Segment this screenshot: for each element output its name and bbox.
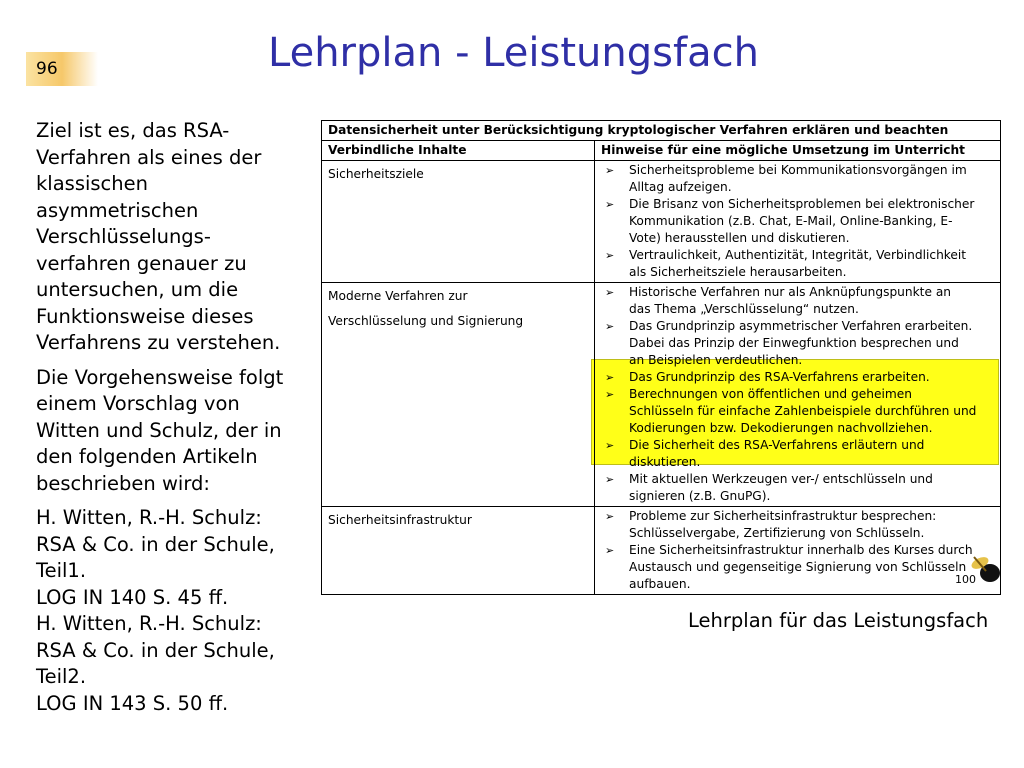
text-line: H. Witten, R.-H. Schulz: [36, 506, 262, 529]
hint-bullet-line [601, 162, 994, 179]
hint-text: Berechnungen von öffentlichen und geheimen [629, 387, 912, 401]
hint-bullet-line [601, 542, 994, 559]
hints-cell [595, 507, 1001, 595]
hints-cell [595, 161, 1001, 283]
text-line: H. Witten, R.-H. Schulz: [36, 612, 262, 635]
arrow-bullet-icon: ➢ [605, 473, 615, 486]
hint-text: Eine Sicherheitsinfrastruktur innerhalb des Kurses durch [629, 543, 973, 557]
text-line: einem Vorschlag von [36, 392, 240, 415]
hint-text: Historische Verfahren nur als Anknüpfungspunkte an [629, 285, 952, 299]
hint-text: signieren (z.B. GnuPG). [629, 489, 771, 503]
hint-text: Kodierungen bzw. Dekodierungen nachvollziehen. [629, 421, 933, 435]
text-line: Verfahren als eines der [36, 145, 262, 169]
hint-bullet-line [601, 213, 994, 230]
text-line: den folgenden Artikeln [36, 445, 258, 468]
topic-cell [322, 507, 595, 595]
table-page-number: 100 [955, 573, 976, 586]
hint-text: Probleme zur Sicherheitsinfrastruktur besprechen: [629, 509, 937, 523]
slide-title: Lehrplan - Leistungsfach [268, 30, 759, 76]
method-paragraph [36, 365, 298, 498]
topic-cell [322, 283, 595, 507]
text-line: RSA & Co. in der Schule, [36, 638, 275, 662]
hint-text: als Sicherheitsziele herausarbeiten. [629, 265, 847, 279]
curriculum-table [321, 120, 1001, 595]
text-line: klassischen [36, 172, 148, 195]
hint-text: Dabei das Prinzip der Einwegfunktion besprechen und [629, 336, 959, 350]
hint-bullet-line [601, 284, 994, 301]
topic-cell [322, 161, 595, 283]
arrow-bullet-icon: ➢ [605, 198, 615, 211]
hint-text: Austausch und gegenseitige Signierung von Schlüsseln [629, 560, 967, 574]
hint-bullet-line [601, 247, 994, 264]
hint-bullet-line [601, 386, 994, 403]
text-line: Funktionsweise dieses [36, 304, 254, 328]
hint-bullet-line [601, 437, 994, 454]
hint-bullet-line [601, 420, 994, 437]
hint-text: diskutieren. [629, 455, 701, 469]
topic-label-line2: Verschlüsselung und Signierung [328, 314, 524, 328]
text-line: Verschlüsselungs- [36, 225, 211, 248]
text-line: Ziel ist es, das RSA- [36, 119, 230, 142]
arrow-bullet-icon: ➢ [605, 544, 615, 557]
text-line: Teil1. [36, 559, 87, 582]
arrow-bullet-icon: ➢ [605, 510, 615, 523]
arrow-bullet-icon: ➢ [605, 388, 615, 401]
left-text-column [36, 118, 298, 725]
text-line: beschrieben wird: [36, 471, 210, 495]
hint-bullet-line [601, 230, 994, 247]
hint-bullet-line [601, 318, 994, 335]
hint-bullet-line [601, 559, 994, 576]
hint-bullet-line [601, 508, 994, 525]
hint-bullet-line [601, 471, 994, 488]
hint-text: Das Grundprinzip asymmetrischer Verfahren erarbeiten. [629, 319, 973, 333]
hint-bullet-line [601, 403, 994, 420]
hint-text: Vote) herausstellen und diskutieren. [629, 231, 850, 245]
text-line: LOG IN 143 S. 50 ff. [36, 691, 229, 715]
hint-text: Sicherheitsprobleme bei Kommunikationsvorgängen im [629, 163, 967, 177]
arrow-bullet-icon: ➢ [605, 371, 615, 384]
hint-text: Vertraulichkeit, Authentizität, Integrität, Verbindlichkeit [629, 248, 967, 262]
topic-label: Sicherheitsziele [328, 167, 424, 181]
hint-text: Alltag aufzeigen. [629, 180, 732, 194]
hint-text: das Thema „Verschlüsselung“ nutzen. [629, 302, 859, 316]
text-line: Witten und Schulz, der in [36, 418, 282, 442]
hint-bullet-line [601, 576, 994, 593]
text-line: RSA & Co. in der Schule, [36, 532, 275, 556]
hint-bullet-line [601, 179, 994, 196]
table-main-header: Datensicherheit unter Berücksichtigung kryptologischer Verfahren erklären und beachten [322, 121, 1001, 141]
text-line: untersuchen, um die [36, 278, 239, 301]
hint-text: Das Grundprinzip des RSA-Verfahrens erarbeiten. [629, 370, 930, 384]
cropped-heading-fragment [540, 96, 810, 120]
hint-text: an Beispielen verdeutlichen. [629, 353, 803, 367]
slide-number-badge: 96 [26, 52, 98, 86]
text-line: Teil2. [36, 665, 87, 688]
hint-bullet-line [601, 488, 994, 505]
table-row [322, 507, 1001, 595]
hint-bullet-line [601, 301, 994, 318]
hint-bullet-line [601, 335, 994, 352]
hint-text: Schlüsseln für einfache Zahlenbeispiele durchführen und [629, 404, 977, 418]
column-header-hints: Hinweise für eine mögliche Umsetzung im Unterricht [595, 141, 1001, 161]
arrow-bullet-icon: ➢ [605, 164, 615, 177]
intro-paragraph [36, 118, 298, 357]
table-main-header-row [322, 121, 1001, 141]
hint-bullet-line [601, 454, 994, 471]
text-line: LOG IN 140 S. 45 ff. [36, 585, 229, 609]
table-row [322, 283, 1001, 507]
topic-label: Sicherheitsinfrastruktur [328, 513, 472, 527]
table-row [322, 161, 1001, 283]
hints-cell [595, 283, 1001, 507]
table-column-header-row [322, 141, 1001, 161]
column-header-content: Verbindliche Inhalte [322, 141, 595, 161]
hint-bullet-line [601, 352, 994, 369]
table-caption: Lehrplan für das Leistungsfach [688, 609, 989, 632]
arrow-bullet-icon: ➢ [605, 249, 615, 262]
hint-text: Schlüsselvergabe, Zertifizierung von Schlüsseln. [629, 526, 925, 540]
hint-bullet-line [601, 369, 994, 386]
hint-text: Die Brisanz von Sicherheitsproblemen bei elektronischer [629, 197, 975, 211]
topic-label-line1: Moderne Verfahren zur [328, 289, 468, 303]
hint-text: aufbauen. [629, 577, 691, 591]
hint-text: Mit aktuellen Werkzeugen ver-/ entschlüsseln und [629, 472, 933, 486]
arrow-bullet-icon: ➢ [605, 320, 615, 333]
hint-bullet-line [601, 525, 994, 542]
references-paragraph [36, 505, 298, 717]
arrow-bullet-icon: ➢ [605, 439, 615, 452]
hint-text: Die Sicherheit des RSA-Verfahrens erläutern und [629, 438, 925, 452]
text-line: Verfahrens zu verstehen. [36, 331, 281, 354]
hint-text: Kommunikation (z.B. Chat, E-Mail, Online-Banking, E- [629, 214, 953, 228]
text-line: verfahren genauer zu [36, 251, 247, 275]
hint-bullet-line [601, 264, 994, 281]
text-line: asymmetrischen [36, 198, 199, 222]
text-line: Die Vorgehensweise folgt [36, 365, 284, 389]
hint-bullet-line [601, 196, 994, 213]
arrow-bullet-icon: ➢ [605, 286, 615, 299]
